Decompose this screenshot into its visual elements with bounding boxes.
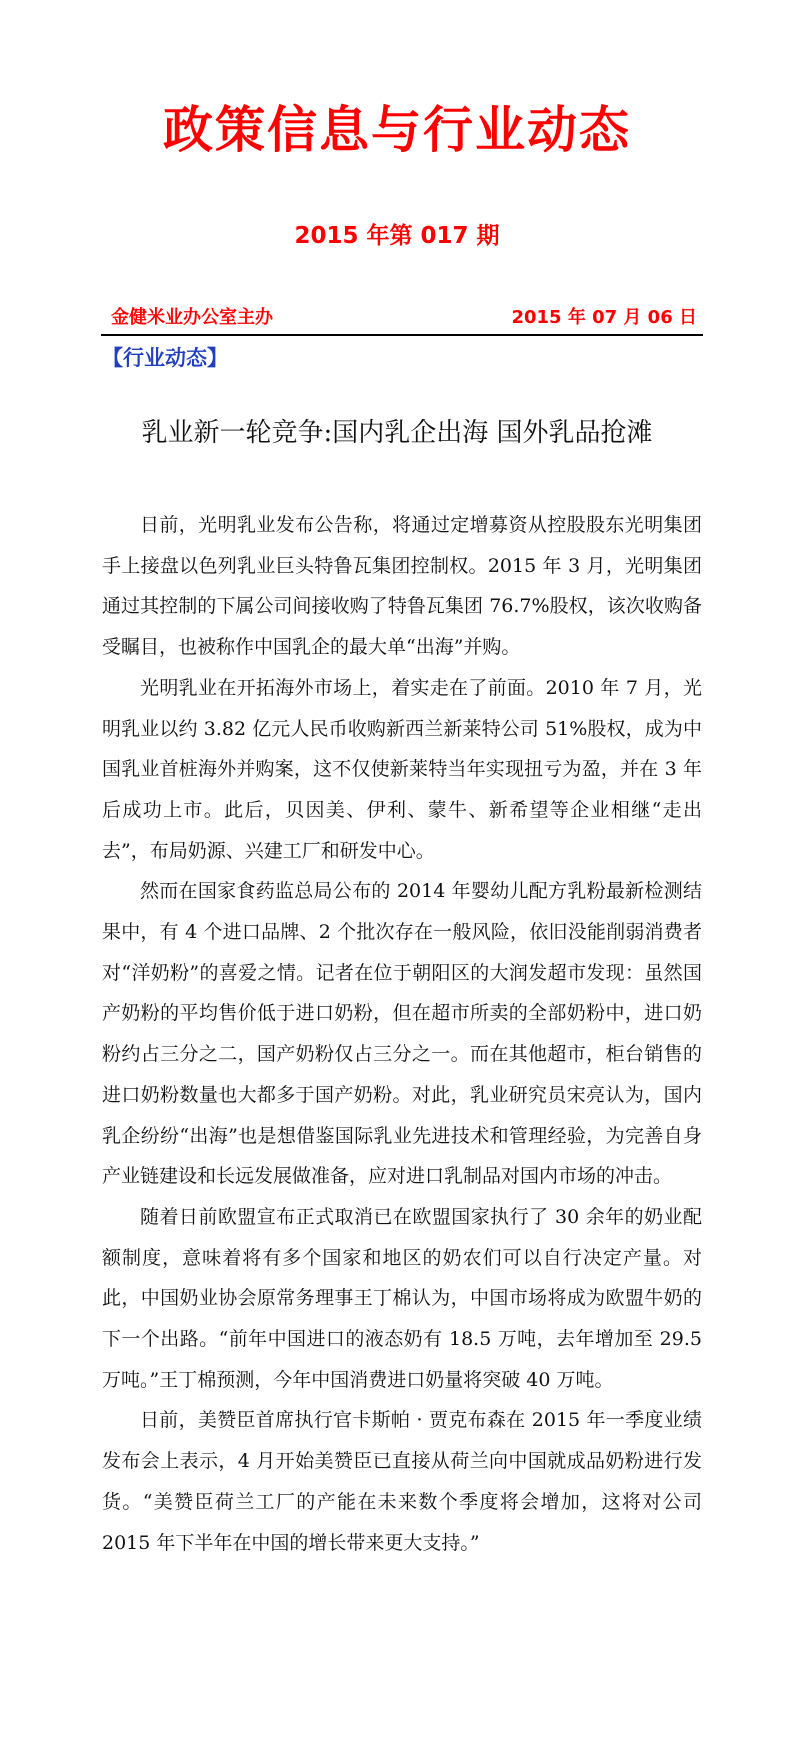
article-paragraph: 光明乳业在开拓海外市场上，着实走在了前面。2010 年 7 月，光明乳业以约 3.82 亿元人民币收购新西兰新莱特公司 51%股权，成为中国乳业首桩海外并购案，这不仅使新莱特当年实现扭亏为盈，并在 3 年后成功上市。此后，贝因美、伊利、蒙牛、新希望等企业相继“走出去”，布局奶源、兴建工厂和研发中心。 (102, 676, 702, 862)
article-paragraph: 随着日前欧盟宣布正式取消已在欧盟国家执行了 30 余年的奶业配额制度，意味着将有多个国家和地区的奶农们可以自行决定产量。对此，中国奶业协会原常务理事王丁棉认为，中国市场将成为欧盟牛奶的下一个出路。“前年中国进口的液态奶有 18.5 万吨，去年增加至 29.5 万吨。”王丁棉预测，今年中国消费进口奶量将突破 40 万吨。 (102, 1205, 702, 1391)
publish-date: 2015 年 07 月 06 日 (511, 307, 697, 328)
issue-number: 2015 年第 017 期 (294, 223, 500, 249)
publisher-label: 金健米业办公室主办 (111, 307, 273, 328)
article-headline: 乳业新一轮竞争:国内乳企出海 国外乳品抢滩 (141, 418, 653, 448)
article-paragraph: 日前，美赞臣首席执行官卡斯帕 · 贾克布森在 2015 年一季度业绩发布会上表示，4 月开始美赞臣已直接从荷兰向中国就成品奶粉进行发货。“美赞臣荷兰工厂的产能在未来数个季度将会增加，这将对公司 2015 年下半年在中国的增长带来更大支持。” (102, 1409, 702, 1554)
article-body (102, 505, 702, 1563)
masthead-meta-row (111, 303, 697, 329)
masthead-title: 政策信息与行业动态 (163, 101, 631, 159)
article-paragraph: 日前，光明乳业发布公告称，将通过定增募资从控股股东光明集团手上接盘以色列乳业巨头特鲁瓦集团控制权。2015 年 3 月，光明集团通过其控制的下属公司间接收购了特鲁瓦集团 76.7%股权，该次收购备受瞩目，也被称作中国乳企的最大单“出海”并购。 (102, 514, 702, 659)
header-divider (101, 334, 703, 336)
section-label: 【行业动态】 (102, 346, 228, 370)
article-paragraph: 然而在国家食药监总局公布的 2014 年婴幼儿配方乳粉最新检测结果中，有 4 个进口品牌、2 个批次存在一般风险，依旧没能削弱消费者对“洋奶粉”的喜爱之情。记者在位于朝阳区的大润发超市发现：虽然国产奶粉的平均售价低于进口奶粉，但在超市所卖的全部奶粉中，进口奶粉约占三分之二，国产奶粉仅占三分之一。而在其他超市，柜台销售的进口奶粉数量也大都多于国产奶粉。对此，乳业研究员宋亮认为，国内乳企纷纷“出海”也是想借鉴国际乳业先进技术和管理经验，为完善自身产业链建设和长远发展做准备，应对进口乳制品对国内市场的冲击。 (102, 880, 702, 1188)
